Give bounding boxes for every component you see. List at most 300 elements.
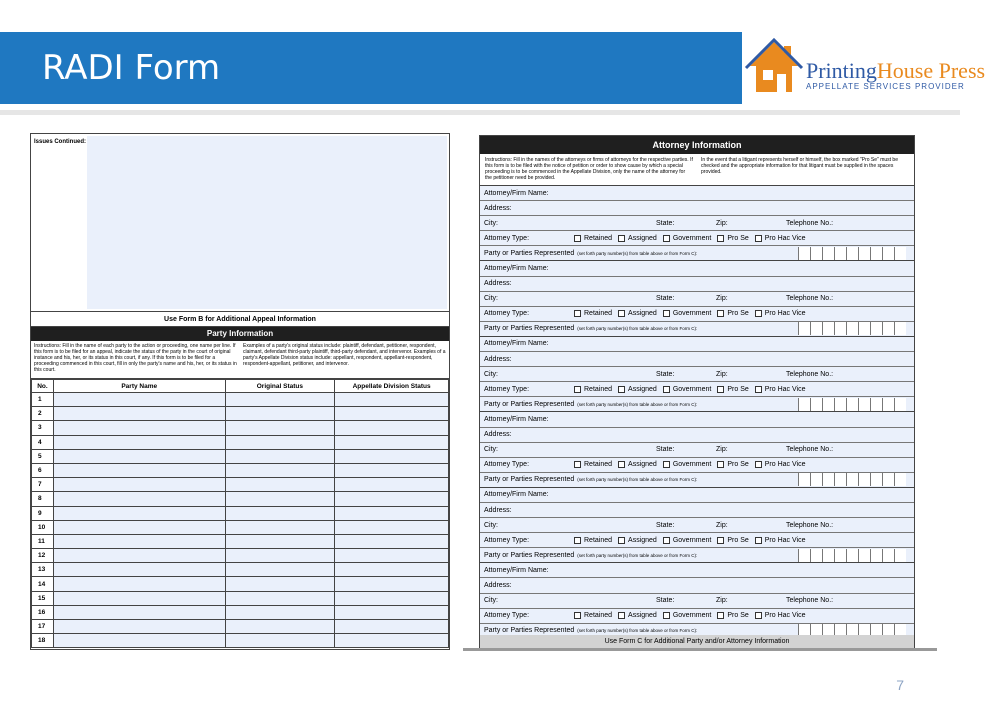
attorney-type-label: Pro Se	[727, 536, 749, 544]
attorney-type-checkbox[interactable]	[663, 461, 712, 468]
party-number-box[interactable]	[834, 473, 846, 486]
party-number-box[interactable]	[798, 322, 810, 335]
original-status-cell[interactable]	[225, 563, 335, 577]
original-status-cell[interactable]	[225, 520, 335, 534]
party-number-box[interactable]	[846, 398, 858, 411]
attorney-type-checkbox[interactable]	[717, 310, 748, 317]
original-status-cell[interactable]	[225, 463, 335, 477]
party-number-box[interactable]	[858, 398, 870, 411]
attorney-type-checkbox[interactable]	[574, 461, 612, 468]
firm-label: Attorney/Firm Name:	[484, 340, 549, 348]
party-row-number: 1	[32, 393, 54, 407]
party-number-box[interactable]	[882, 322, 894, 335]
appellate-status-cell[interactable]	[335, 463, 449, 477]
header-divider	[0, 110, 960, 115]
telephone-label: Telephone No.:	[786, 370, 834, 378]
attorney-type-checkbox[interactable]	[755, 612, 806, 619]
attorney-type-label: Retained	[584, 612, 613, 620]
party-name-cell[interactable]	[53, 605, 225, 619]
address-label: Address:	[484, 431, 512, 439]
party-number-box[interactable]	[810, 322, 822, 335]
attorney-type-label: Retained	[584, 234, 613, 242]
attorney-type-label: Pro Se	[727, 385, 749, 393]
attorney-type-checkbox[interactable]	[618, 386, 657, 393]
attorney-type-label: Government	[672, 612, 712, 620]
party-note: (set forth party number(s) from table above or from Form C):	[577, 552, 698, 558]
checkbox-icon	[574, 537, 581, 544]
party-name-cell[interactable]	[53, 478, 225, 492]
attorney-type-label: Assigned	[628, 310, 657, 318]
party-number-boxes	[798, 247, 906, 260]
issues-field[interactable]	[87, 136, 447, 309]
appellate-status-cell[interactable]	[335, 563, 449, 577]
form-b-note: Use Form B for Additional Appeal Information	[31, 312, 449, 327]
party-row-number: 6	[32, 463, 54, 477]
house-logo-icon	[744, 34, 804, 100]
city-label: City:	[484, 446, 498, 454]
party-number-box[interactable]	[894, 398, 906, 411]
attorney-type-checkbox[interactable]	[574, 612, 612, 619]
attorney-type-label: Government	[672, 385, 712, 393]
party-number-box[interactable]	[822, 247, 834, 260]
attorney-firm-field[interactable]	[480, 186, 914, 201]
attorney-type-row[interactable]	[480, 307, 914, 322]
party-number-box[interactable]	[882, 247, 894, 260]
original-status-cell[interactable]	[225, 449, 335, 463]
party-number-box[interactable]	[822, 473, 834, 486]
attorney-firm-field[interactable]	[480, 337, 914, 352]
party-name-cell[interactable]	[53, 634, 225, 648]
party-name-cell[interactable]	[53, 506, 225, 520]
party-number-box[interactable]	[834, 549, 846, 562]
party-info-header: Party Information	[31, 327, 449, 341]
party-number-box[interactable]	[894, 549, 906, 562]
type-label: Attorney Type:	[484, 310, 530, 318]
party-number-box[interactable]	[822, 322, 834, 335]
city-label: City:	[484, 219, 498, 227]
party-row-number: 8	[32, 492, 54, 506]
attorney-type-checkbox[interactable]	[574, 537, 612, 544]
party-label: Party or Parties Represented	[484, 476, 575, 484]
attorney-type-row[interactable]	[480, 458, 914, 473]
attorney-type-label: Pro Hac Vice	[764, 234, 806, 242]
party-row-number: 10	[32, 520, 54, 534]
party-column-header: Original Status	[225, 380, 335, 393]
original-status-cell[interactable]	[225, 506, 335, 520]
attorney-firm-field[interactable]	[480, 563, 914, 578]
party-number-box[interactable]	[810, 549, 822, 562]
appellate-status-cell[interactable]	[335, 421, 449, 435]
attorney-type-label: Assigned	[628, 385, 657, 393]
party-name-cell[interactable]	[53, 591, 225, 605]
party-row	[32, 435, 449, 449]
attorney-instructions	[480, 154, 914, 186]
attorney-type-label: Pro Se	[727, 612, 749, 620]
party-note: (set forth party number(s) from table above or from Form C):	[577, 628, 698, 634]
party-note: (set forth party number(s) from table above or from Form C):	[577, 326, 698, 332]
attorney-type-options	[568, 235, 806, 242]
attorney-city-row[interactable]	[480, 367, 914, 382]
attorney-city-row[interactable]	[480, 518, 914, 533]
attorney-type-label: Assigned	[628, 234, 657, 242]
original-status-cell[interactable]	[225, 634, 335, 648]
party-number-box[interactable]	[846, 247, 858, 260]
party-number-box[interactable]	[810, 473, 822, 486]
attorney-city-row[interactable]	[480, 594, 914, 609]
attorney-type-checkbox[interactable]	[755, 461, 806, 468]
appellate-status-cell[interactable]	[335, 478, 449, 492]
attorney-type-checkbox[interactable]	[755, 235, 806, 242]
checkbox-icon	[717, 235, 724, 242]
appellate-status-cell[interactable]	[335, 449, 449, 463]
checkbox-icon	[663, 386, 670, 393]
checkbox-icon	[663, 310, 670, 317]
appellate-status-cell[interactable]	[335, 407, 449, 421]
party-number-box[interactable]	[834, 322, 846, 335]
party-label: Party or Parties Represented	[484, 325, 575, 333]
checkbox-icon	[618, 537, 625, 544]
appellate-status-cell[interactable]	[335, 520, 449, 534]
attorney-type-checkbox[interactable]	[717, 235, 748, 242]
party-row	[32, 634, 449, 648]
party-row-number: 3	[32, 421, 54, 435]
type-label: Attorney Type:	[484, 234, 530, 242]
logo-wordmark	[806, 58, 985, 84]
party-row-number: 12	[32, 549, 54, 563]
party-name-cell[interactable]	[53, 577, 225, 591]
party-row	[32, 605, 449, 619]
party-name-cell[interactable]	[53, 421, 225, 435]
attorney-type-label: Pro Se	[727, 461, 749, 469]
firm-label: Attorney/Firm Name:	[484, 189, 549, 197]
appellate-status-cell[interactable]	[335, 492, 449, 506]
parties-represented-row[interactable]	[480, 473, 914, 488]
attorney-type-checkbox[interactable]	[663, 612, 712, 619]
checkbox-icon	[717, 612, 724, 619]
attorney-firm-field[interactable]	[480, 261, 914, 276]
checkbox-icon	[717, 386, 724, 393]
state-label: State:	[656, 597, 675, 605]
party-row	[32, 449, 449, 463]
attorney-type-checkbox[interactable]	[574, 386, 612, 393]
party-number-box[interactable]	[882, 549, 894, 562]
party-name-cell[interactable]	[53, 449, 225, 463]
party-number-box[interactable]	[834, 398, 846, 411]
party-number-box[interactable]	[894, 322, 906, 335]
appellate-status-cell[interactable]	[335, 393, 449, 407]
party-name-cell[interactable]	[53, 492, 225, 506]
title-bar	[0, 32, 742, 104]
party-number-box[interactable]	[798, 549, 810, 562]
checkbox-icon	[574, 386, 581, 393]
firm-label: Attorney/Firm Name:	[484, 566, 549, 574]
attorney-type-label: Retained	[584, 536, 613, 544]
attorney-type-checkbox[interactable]	[663, 235, 712, 242]
firm-label: Attorney/Firm Name:	[484, 265, 549, 273]
party-table-body	[32, 393, 449, 648]
party-number-box[interactable]	[870, 549, 882, 562]
party-column-header: Party Name	[53, 380, 225, 393]
checkbox-icon	[618, 386, 625, 393]
party-row	[32, 534, 449, 548]
attorney-type-label: Retained	[584, 385, 613, 393]
firm-label: Attorney/Firm Name:	[484, 415, 549, 423]
attorney-type-checkbox[interactable]	[717, 461, 748, 468]
party-number-box[interactable]	[810, 398, 822, 411]
party-name-cell[interactable]	[53, 463, 225, 477]
party-row-number: 5	[32, 449, 54, 463]
appellate-status-cell[interactable]	[335, 549, 449, 563]
attorney-type-checkbox[interactable]	[755, 537, 806, 544]
party-number-box[interactable]	[834, 247, 846, 260]
attorney-type-label: Pro Se	[727, 310, 749, 318]
party-row-number: 9	[32, 506, 54, 520]
party-name-cell[interactable]	[53, 549, 225, 563]
original-status-cell[interactable]	[225, 577, 335, 591]
attorney-address-field[interactable]	[480, 201, 914, 216]
party-row-number: 13	[32, 563, 54, 577]
attorney-type-label: Retained	[584, 461, 613, 469]
party-row	[32, 492, 449, 506]
party-row	[32, 393, 449, 407]
party-table	[31, 379, 449, 648]
attorney-city-row[interactable]	[480, 216, 914, 231]
appellate-status-cell[interactable]	[335, 506, 449, 520]
original-status-cell[interactable]	[225, 620, 335, 634]
party-number-box[interactable]	[846, 549, 858, 562]
attorney-type-label: Government	[672, 310, 712, 318]
party-number-box[interactable]	[846, 322, 858, 335]
party-row-number: 16	[32, 605, 54, 619]
appellate-status-cell[interactable]	[335, 605, 449, 619]
original-status-cell[interactable]	[225, 478, 335, 492]
address-label: Address:	[484, 355, 512, 363]
attorney-type-checkbox[interactable]	[618, 310, 657, 317]
party-number-box[interactable]	[810, 247, 822, 260]
attorney-address-field[interactable]	[480, 428, 914, 443]
party-row	[32, 549, 449, 563]
attorney-form	[479, 135, 915, 650]
party-number-box[interactable]	[822, 398, 834, 411]
attorney-type-checkbox[interactable]	[755, 386, 806, 393]
attorney-type-checkbox[interactable]	[755, 310, 806, 317]
party-number-box[interactable]	[858, 549, 870, 562]
party-number-box[interactable]	[858, 247, 870, 260]
attorney-type-row[interactable]	[480, 533, 914, 548]
appellate-status-cell[interactable]	[335, 534, 449, 548]
attorney-type-label: Assigned	[628, 461, 657, 469]
attorney-type-checkbox[interactable]	[618, 612, 657, 619]
type-label: Attorney Type:	[484, 385, 530, 393]
attorney-type-label: Government	[672, 461, 712, 469]
party-name-cell[interactable]	[53, 407, 225, 421]
city-label: City:	[484, 521, 498, 529]
checkbox-icon	[663, 235, 670, 242]
attorney-type-checkbox[interactable]	[663, 537, 712, 544]
attorney-type-label: Government	[672, 536, 712, 544]
party-number-box[interactable]	[894, 247, 906, 260]
issues-label: Issues Continued:	[34, 139, 87, 145]
checkbox-icon	[574, 310, 581, 317]
telephone-label: Telephone No.:	[786, 219, 834, 227]
party-instructions-left: Instructions: Fill in the name of each party to the action or proceeding, one name per line. If this form is to be filed for an appeal, indicate the status of the party in the court of original instance and his, her, or its status in this court, if any. If this form is to be filed for a proceeding commenced in this court, fill in only the party's name and his, her, or its status in this court.	[34, 343, 237, 373]
party-instructions	[31, 341, 449, 379]
attorney-type-row[interactable]	[480, 231, 914, 246]
attorney-city-row[interactable]	[480, 292, 914, 307]
attorney-type-options	[568, 461, 806, 468]
appellate-status-cell[interactable]	[335, 435, 449, 449]
zip-label: Zip:	[716, 521, 728, 529]
party-name-cell[interactable]	[53, 435, 225, 449]
attorney-type-checkbox[interactable]	[663, 386, 712, 393]
party-number-box[interactable]	[870, 398, 882, 411]
attorney-firm-field[interactable]	[480, 412, 914, 427]
zip-label: Zip:	[716, 219, 728, 227]
attorney-type-checkbox[interactable]	[663, 310, 712, 317]
original-status-cell[interactable]	[225, 549, 335, 563]
original-status-cell[interactable]	[225, 435, 335, 449]
zip-label: Zip:	[716, 370, 728, 378]
party-note: (set forth party number(s) from table above or from Form C):	[577, 401, 698, 407]
party-number-box[interactable]	[798, 398, 810, 411]
original-status-cell[interactable]	[225, 492, 335, 506]
checkbox-icon	[755, 386, 762, 393]
parties-represented-row[interactable]	[480, 322, 914, 337]
original-status-cell[interactable]	[225, 393, 335, 407]
party-number-box[interactable]	[822, 549, 834, 562]
city-label: City:	[484, 295, 498, 303]
parties-represented-row[interactable]	[480, 246, 914, 261]
attorney-type-checkbox[interactable]	[717, 386, 748, 393]
attorney-type-label: Assigned	[628, 536, 657, 544]
party-number-box[interactable]	[870, 247, 882, 260]
party-number-box[interactable]	[870, 322, 882, 335]
party-row	[32, 506, 449, 520]
party-column-header: No.	[32, 380, 54, 393]
party-name-cell[interactable]	[53, 620, 225, 634]
party-number-box[interactable]	[846, 473, 858, 486]
attorney-type-checkbox[interactable]	[618, 235, 657, 242]
attorney-city-row[interactable]	[480, 443, 914, 458]
party-number-box[interactable]	[894, 473, 906, 486]
original-status-cell[interactable]	[225, 534, 335, 548]
party-row-number: 18	[32, 634, 54, 648]
logo-name-part2: House Press	[876, 58, 985, 83]
attorney-type-checkbox[interactable]	[618, 461, 657, 468]
party-number-boxes	[798, 473, 906, 486]
party-row-number: 7	[32, 478, 54, 492]
attorney-type-checkbox[interactable]	[717, 612, 748, 619]
party-row	[32, 591, 449, 605]
attorney-type-checkbox[interactable]	[717, 537, 748, 544]
issues-party-form	[30, 133, 450, 650]
party-row-number: 17	[32, 620, 54, 634]
checkbox-icon	[618, 461, 625, 468]
attorney-type-label: Pro Hac Vice	[764, 461, 806, 469]
address-label: Address:	[484, 506, 512, 514]
form-c-note: Use Form C for Additional Party and/or Attorney Information	[480, 635, 914, 649]
appellate-status-cell[interactable]	[335, 591, 449, 605]
logo-name-part1: Printing	[806, 58, 877, 83]
checkbox-icon	[574, 612, 581, 619]
attorney-type-checkbox[interactable]	[574, 235, 612, 242]
original-status-cell[interactable]	[225, 605, 335, 619]
party-number-box[interactable]	[870, 473, 882, 486]
checkbox-icon	[755, 612, 762, 619]
attorney-address-field[interactable]	[480, 352, 914, 367]
attorney-firm-field[interactable]	[480, 488, 914, 503]
address-label: Address:	[484, 581, 512, 589]
appellate-status-cell[interactable]	[335, 577, 449, 591]
party-number-box[interactable]	[882, 398, 894, 411]
party-name-cell[interactable]	[53, 534, 225, 548]
party-row	[32, 577, 449, 591]
party-row	[32, 478, 449, 492]
attorney-instructions-right: In the event that a litigant represents herself or himself, the box marked "Pro Se" must be checked and the appropriate information for that litigant must be supplied in the spaces provided.	[701, 157, 898, 175]
zip-label: Zip:	[716, 597, 728, 605]
attorney-type-row[interactable]	[480, 609, 914, 624]
party-number-box[interactable]	[858, 473, 870, 486]
address-label: Address:	[484, 280, 512, 288]
attorney-type-options	[568, 386, 806, 393]
original-status-cell[interactable]	[225, 421, 335, 435]
state-label: State:	[656, 446, 675, 454]
party-row-number: 11	[32, 534, 54, 548]
parties-represented-row[interactable]	[480, 397, 914, 412]
party-number-box[interactable]	[798, 473, 810, 486]
checkbox-icon	[663, 537, 670, 544]
attorney-type-row[interactable]	[480, 382, 914, 397]
party-number-box[interactable]	[798, 247, 810, 260]
parties-represented-row[interactable]	[480, 548, 914, 563]
attorney-address-field[interactable]	[480, 503, 914, 518]
appellate-status-cell[interactable]	[335, 634, 449, 648]
attorney-type-checkbox[interactable]	[574, 310, 612, 317]
firm-label: Attorney/Firm Name:	[484, 491, 549, 499]
zip-label: Zip:	[716, 295, 728, 303]
state-label: State:	[656, 219, 675, 227]
party-note: (set forth party number(s) from table above or from Form C):	[577, 477, 698, 483]
checkbox-icon	[618, 612, 625, 619]
checkbox-icon	[717, 310, 724, 317]
attorney-blocks	[480, 186, 914, 639]
party-row	[32, 463, 449, 477]
attorney-type-label: Pro Se	[727, 234, 749, 242]
party-label: Party or Parties Represented	[484, 400, 575, 408]
party-name-cell[interactable]	[53, 393, 225, 407]
party-instructions-right: Examples of a party's original status include: plaintiff, defendant, petitioner, respondent, claimant, defendant third-party plaintiff, third-party defendant, and intervenor. Examples of a party's Appellate Division status include: appellant, respondent, appellant-respondent, respondent-appellant, petitioner, and intervenor.	[243, 343, 446, 367]
party-number-box[interactable]	[882, 473, 894, 486]
attorney-address-field[interactable]	[480, 277, 914, 292]
party-number-box[interactable]	[858, 322, 870, 335]
address-label: Address:	[484, 204, 512, 212]
original-status-cell[interactable]	[225, 407, 335, 421]
party-row-number: 15	[32, 591, 54, 605]
original-status-cell[interactable]	[225, 591, 335, 605]
slide-title: RADI Form	[42, 48, 221, 88]
party-name-cell[interactable]	[53, 563, 225, 577]
telephone-label: Telephone No.:	[786, 295, 834, 303]
appellate-status-cell[interactable]	[335, 620, 449, 634]
telephone-label: Telephone No.:	[786, 446, 834, 454]
checkbox-icon	[755, 235, 762, 242]
attorney-type-checkbox[interactable]	[618, 537, 657, 544]
checkbox-icon	[717, 461, 724, 468]
party-name-cell[interactable]	[53, 520, 225, 534]
page-number: 7	[896, 677, 904, 693]
attorney-address-field[interactable]	[480, 578, 914, 593]
telephone-label: Telephone No.:	[786, 597, 834, 605]
